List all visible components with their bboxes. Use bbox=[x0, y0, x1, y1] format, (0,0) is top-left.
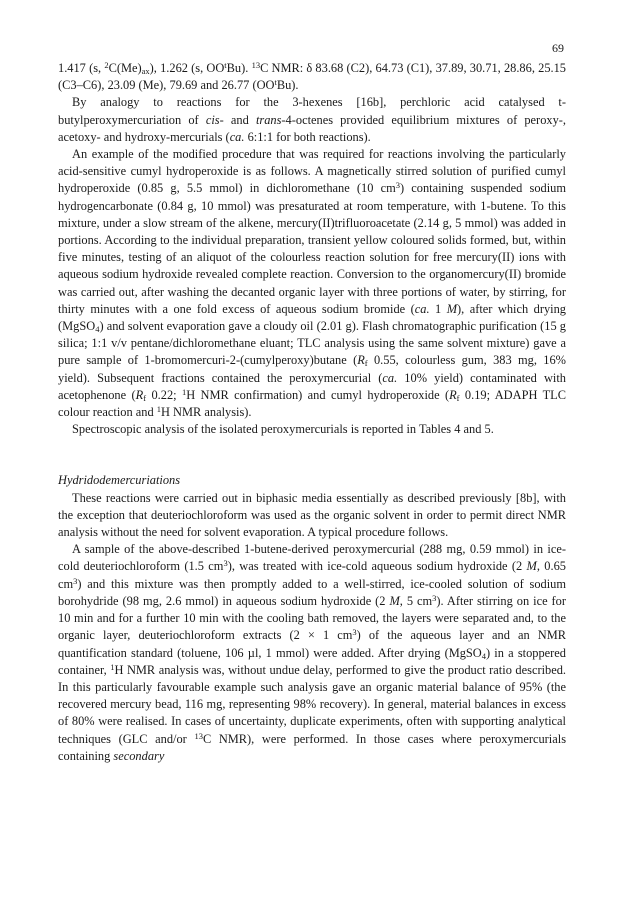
superscript: 13 bbox=[251, 60, 261, 70]
italic-text: trans bbox=[255, 112, 282, 127]
text-run: An example of the modified procedure that was required for reactions involving the particularly acid-sensitive cumyl hydroperoxide is as follows. A magnetically stirred solution of purified cumyl hydroperoxide (0.85 g, 5.5 mmol) in dichloromethane (10 cm bbox=[58, 147, 566, 196]
superscript: 1 bbox=[181, 386, 187, 397]
text-run: These reactions were carried out in biphasic media essentially as described previously [8b], with the exception that deuteriochloroform was used as the organic solvent in order to permit direct NMR analysis without the need for solvent evaporation. A typical procedure follows. bbox=[58, 490, 566, 540]
text-run: ) in a stoppered container, bbox=[58, 645, 566, 677]
text-run: A sample of the above-described 1-butene-derived peroxymercurial (288 mg, 0.59 mmol) in ice-cold deuteriochloroform (1.5 cm bbox=[58, 542, 566, 574]
text-run: 1.417 (s, bbox=[58, 61, 105, 75]
paragraph bbox=[58, 146, 566, 421]
superscript: 3 bbox=[223, 558, 228, 569]
subscript: f bbox=[364, 358, 368, 369]
text-run: ). After stirring on ice for 10 min and for a further 10 min with the cooling bath removed, the layers were separated and, to the organic layer, deuteriochloroform extracts (2 × 1 cm bbox=[58, 593, 566, 643]
superscript: 1 bbox=[156, 404, 161, 415]
paragraph bbox=[58, 541, 566, 765]
superscript: t bbox=[224, 60, 227, 70]
italic-text: cis bbox=[205, 112, 220, 127]
text-run: C NMR: δ 83.68 (C2), 64.73 (C1), 37.89, 30.71, 28.86, 25.15 (C3–C6), 23.09 (Me), 79.69 and 26.77 (OO bbox=[58, 61, 566, 93]
superscript: 3 bbox=[73, 575, 78, 586]
text-run: - and bbox=[219, 112, 256, 127]
superscript: 3 bbox=[395, 180, 400, 191]
italic-text: R bbox=[449, 387, 457, 402]
italic-text: M bbox=[446, 301, 458, 316]
page-number: 69 bbox=[552, 41, 564, 55]
text-run: ) containing suspended sodium hydrogencarbonate (0.84 g, 10 mmol) was presaturated at room temperature, with 1-butene. To this mixture, under a slow stream of the alkene, mercury(II)trifluoroacetate (2.14 g, 5 mmol) was added in portions. According to the individual preparation, transient yellow coloured solids formed, but, within five minutes, testing of an aliquot of the colourless reaction solution for free mercury(II) ions with aqueous sodium hydroxide revealed complete reaction. Conversion to the organomercury(II) bromide was carried out, after washing the decanted organic layer with three portions of water, by stirring, for thirty minutes with a one fold excess of aqueous sodium bromide ( bbox=[58, 181, 566, 316]
body-text bbox=[58, 60, 566, 765]
subscript: f bbox=[143, 392, 147, 403]
text-run: Spectroscopic analysis of the isolated peroxymercurials is reported in Tables 4 and 5. bbox=[72, 422, 494, 437]
text-run: Bu). bbox=[226, 61, 252, 75]
italic-text: ca. bbox=[382, 370, 398, 385]
superscript: t bbox=[274, 77, 277, 88]
text-run: H NMR confirmation) and cumyl hydroperoxide ( bbox=[186, 387, 450, 402]
text-run: -4-octenes provided equilibrium mixtures of peroxy-, acetoxy- and hydroxy-mercurials ( bbox=[58, 112, 566, 144]
paragraph bbox=[58, 60, 566, 94]
text-run: By analogy to reactions for the 3-hexenes [16b], perchloric acid catalysed t-butylperoxymercuriation of bbox=[58, 95, 566, 127]
italic-text: secondary bbox=[113, 748, 165, 763]
superscript: 13 bbox=[194, 730, 203, 741]
subscript: ax bbox=[141, 66, 150, 76]
text-run: H NMR analysis was, without undue delay, performed to give the product ratio described. In this particularly favourable example such analysis gave an organic material balance of 95% (the recovered mercury bead, 116 mg, representing 98% recovery). In general, material balances in excess of 80% were realised. In cases of uncertainty, duplicate experiments, often with supporting analytical techniques (GLC and/or bbox=[58, 662, 566, 746]
text-run: 1 bbox=[429, 301, 447, 316]
text-run: C NMR), were performed. In those cases where peroxymercurials containing bbox=[58, 731, 567, 763]
subscript: 4 bbox=[95, 324, 100, 335]
section-heading bbox=[58, 472, 566, 489]
section-gap bbox=[58, 438, 566, 455]
superscript: 1 bbox=[110, 661, 115, 672]
italic-text: ca. bbox=[414, 301, 430, 316]
text-run: 0.55, colourless gum, 383 mg, 16% yield). Subsequent fractions contained the peroxymercurial ( bbox=[58, 353, 566, 385]
text-run: ), 1.262 (s, OO bbox=[149, 61, 225, 75]
subscript: 4 bbox=[481, 650, 486, 661]
text-run: , 0.65 cm bbox=[58, 559, 566, 591]
text-run: , 5 cm bbox=[399, 593, 433, 608]
paragraph bbox=[58, 490, 566, 542]
text-run: 0.22; bbox=[146, 387, 182, 402]
text-run: Bu). bbox=[276, 78, 299, 93]
text-run: 6:1:1 for both reactions). bbox=[244, 129, 371, 144]
text-run: ) and this mixture was then promptly added to a well-stirred, ice-cooled solution of sodium borohydride (98 mg, 2.6 mmol) in aqueous sodium hydroxide (2 bbox=[58, 576, 566, 608]
subscript: f bbox=[456, 392, 460, 403]
text-run: Hydridodemercuriations bbox=[58, 473, 181, 488]
text-run: 10% yield) contaminated with acetophenone ( bbox=[58, 370, 566, 402]
text-run: 0.19; ADAPH TLC colour reaction and bbox=[58, 387, 566, 420]
text-run: ) of the aqueous layer and an NMR quantification standard (toluene, 106 µl, 1 mmol) were added. After drying (MgSO bbox=[58, 628, 566, 660]
paragraph bbox=[58, 421, 566, 438]
superscript: 3 bbox=[432, 592, 437, 603]
superscript: 3 bbox=[352, 627, 357, 638]
italic-text: M bbox=[389, 593, 400, 608]
italic-text: M bbox=[526, 559, 537, 574]
text-run: ), was treated with ice-cold aqueous sodium hydroxide (2 bbox=[227, 559, 527, 574]
superscript: 2 bbox=[104, 60, 109, 70]
italic-text: ca. bbox=[229, 129, 245, 144]
text-run: ) and solvent evaporation gave a cloudy oil (2.01 g). Flash chromatographic purification (15 g silica; 1:1 v/v pentane/dichloromethane eluant; TLC analysis using the same solvent mixture) gave a pure sample of 1-bromomercuri-2-(cumylperoxy)butane ( bbox=[58, 319, 566, 368]
italic-text: R bbox=[357, 353, 365, 368]
italic-text: R bbox=[135, 387, 144, 402]
text-run: H NMR analysis). bbox=[161, 405, 252, 420]
paragraph bbox=[58, 94, 566, 146]
text-run: ), after which drying (MgSO bbox=[58, 301, 567, 334]
text-run: C(Me) bbox=[108, 61, 142, 75]
